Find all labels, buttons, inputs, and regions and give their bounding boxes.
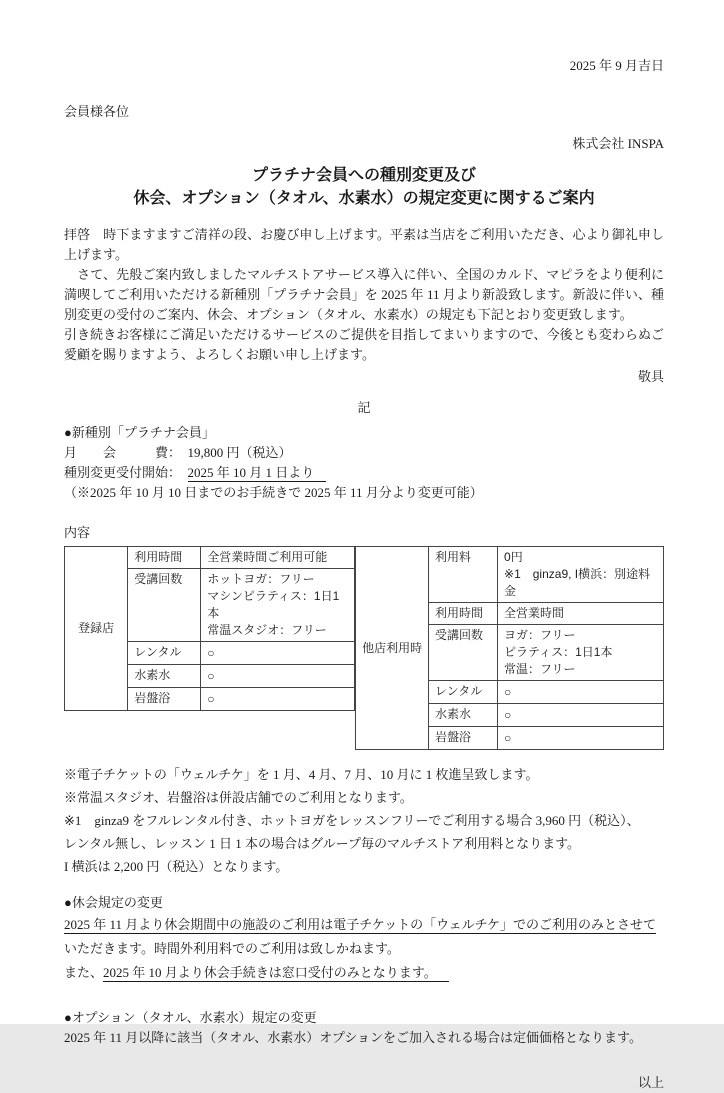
record-marker: 記 xyxy=(357,400,371,415)
change-start-note: （※2025 年 10 月 10 日までのお手続きで 2025 年 11 月分より変更可能） xyxy=(64,485,483,500)
greeting-paragraph-2: さて、先般ご案内致しましたマルチストアサービス導入に伴い、全国のカルド、マピラをより便利に満喫してご利用いただける新種別「プラチナ会員」を 2025 年 11 月より新設致します。新設に伴い、種別変更の受付のご案内、休会、オプション（タオル、水素水）の規定も下記とおり変更致します。 xyxy=(64,267,664,322)
content-label: 内容 xyxy=(64,525,91,540)
closing-ijou: 以上 xyxy=(637,1075,664,1090)
footnote-line: ※1 ginza9 をフルレンタル付き、ホットヨガをレッスンフリーでご利用する場合 3,960 円（税込）、 xyxy=(64,813,640,828)
row-value-cell xyxy=(498,547,664,603)
group-label-cell: 他店利用時 xyxy=(356,547,429,750)
value-line: 常温スタジオ：フリー xyxy=(207,623,327,637)
monthly-fee-value: 19,800 円（税込） xyxy=(187,445,292,460)
row-label-cell: 利用時間 xyxy=(428,603,497,625)
table-row xyxy=(356,547,664,603)
suspension-section xyxy=(64,893,664,985)
change-start-label: 種別変更受付開始： xyxy=(64,465,175,480)
table-row xyxy=(65,547,355,569)
row-value-cell: ○ xyxy=(201,688,355,711)
greeting-paragraph-3: 引き続きお客様にご満足いただけるサービスのご提供を目指してまいりますので、今後とも変わらぬご愛顧を賜りますよう、よろしくお願い申し上げます。 xyxy=(64,327,664,362)
new-category-heading: ●新種別「プラチナ会員」 xyxy=(64,425,215,440)
row-value-cell: ○ xyxy=(201,642,355,665)
value-line: ホットヨガ：フリー xyxy=(207,572,315,586)
suspension-line2: いただきます。時間外利用料でのご利用は致しかねます。 xyxy=(64,941,400,956)
row-value-cell: 全営業時間ご利用可能 xyxy=(201,547,355,569)
option-change-section xyxy=(64,1008,664,1048)
row-label-cell: 岩盤浴 xyxy=(128,688,201,711)
company-name: 株式会社 INSPA xyxy=(572,136,664,151)
change-start-row xyxy=(64,463,664,483)
row-label-cell: 利用時間 xyxy=(128,547,201,569)
row-label-cell: レンタル xyxy=(128,642,201,665)
monthly-fee-label: 月 会 費： xyxy=(64,445,175,460)
new-category-section xyxy=(64,423,664,503)
option-change-body: 2025 年 11 月以降に該当（タオル、水素水）オプションをご加入される場合は定価価格となります。 xyxy=(64,1030,643,1045)
row-value-cell xyxy=(201,569,355,642)
document-title-line2: 休会、オプション（タオル、水素水）の規定変更に関するご案内 xyxy=(133,190,595,207)
row-label-cell: レンタル xyxy=(428,681,497,704)
row-label-cell: 利用料 xyxy=(428,547,497,603)
footnotes xyxy=(64,763,664,878)
row-label-cell: 水素水 xyxy=(428,704,497,727)
document-title-line1: プラチナ会員への種別変更及び xyxy=(251,167,476,184)
registered-store-table xyxy=(64,546,355,711)
other-store-table xyxy=(355,546,664,750)
row-label-cell: 岩盤浴 xyxy=(428,727,497,750)
change-start-value: 2025 年 10 月 1 日より xyxy=(188,465,327,482)
suspension-heading: ●休会規定の変更 xyxy=(64,895,163,910)
value-line: マシンピラティス：1日1本 xyxy=(207,589,340,620)
option-change-heading: ●オプション（タオル、水素水）規定の変更 xyxy=(64,1010,317,1025)
suspension-line1: 2025 年 11 月より休会期間中の施設のご利用は電子チケットの「ウェルチケ」でのご利用のみとさせて xyxy=(64,917,657,932)
greeting-paragraph-1: 拝啓 時下ますますご清祥の段、お慶び申し上げます。平素は当店をご利用いただき、心より御礼申し上げます。 xyxy=(64,227,664,262)
row-value-cell: ○ xyxy=(498,727,664,750)
footnote-line: ※常温スタジオ、岩盤浴は併設店舗でのご利用となります。 xyxy=(64,790,413,805)
footnote-line: レンタル無し、レッスン 1 日 1 本の場合はグループ毎のマルチストア利用料となります。 xyxy=(64,836,581,851)
footnote-line: I 横浜は 2,200 円（税込）となります。 xyxy=(64,859,289,874)
row-value-cell: ○ xyxy=(498,681,664,704)
suspension-body xyxy=(64,913,664,985)
group-label-cell: 登録店 xyxy=(65,547,128,711)
footnote-line: ※電子チケットの「ウェルチケ」を 1 月、4 月、7 月、10 月に 1 枚進呈致します。 xyxy=(64,767,539,782)
row-value-cell: ○ xyxy=(201,665,355,688)
row-label-cell: 水素水 xyxy=(128,665,201,688)
addressee: 会員様各位 xyxy=(64,104,130,119)
value-line: 0円 xyxy=(504,550,523,564)
closing-keigu: 敬具 xyxy=(637,369,664,384)
row-label-cell: 受講回数 xyxy=(128,569,201,642)
row-value-cell: ○ xyxy=(498,704,664,727)
document-title xyxy=(64,164,664,210)
monthly-fee-row xyxy=(64,443,664,463)
value-line: ※1 ginza9, I横浜：別途料金 xyxy=(504,567,651,598)
value-line: ピラティス：1日1本 xyxy=(504,645,613,659)
value-line: 常温：フリー xyxy=(504,662,576,676)
benefit-tables xyxy=(64,546,664,750)
value-line: ヨガ：フリー xyxy=(504,628,576,642)
row-value-cell: 全営業時間 xyxy=(498,603,664,625)
document-date: 2025 年 9 月吉日 xyxy=(569,58,664,73)
row-label-cell: 受講回数 xyxy=(428,625,497,681)
row-value-cell xyxy=(498,625,664,681)
suspension-line3: また、2025 年 10 月より休会手続きは窓口受付のみとなります。 xyxy=(64,961,664,985)
